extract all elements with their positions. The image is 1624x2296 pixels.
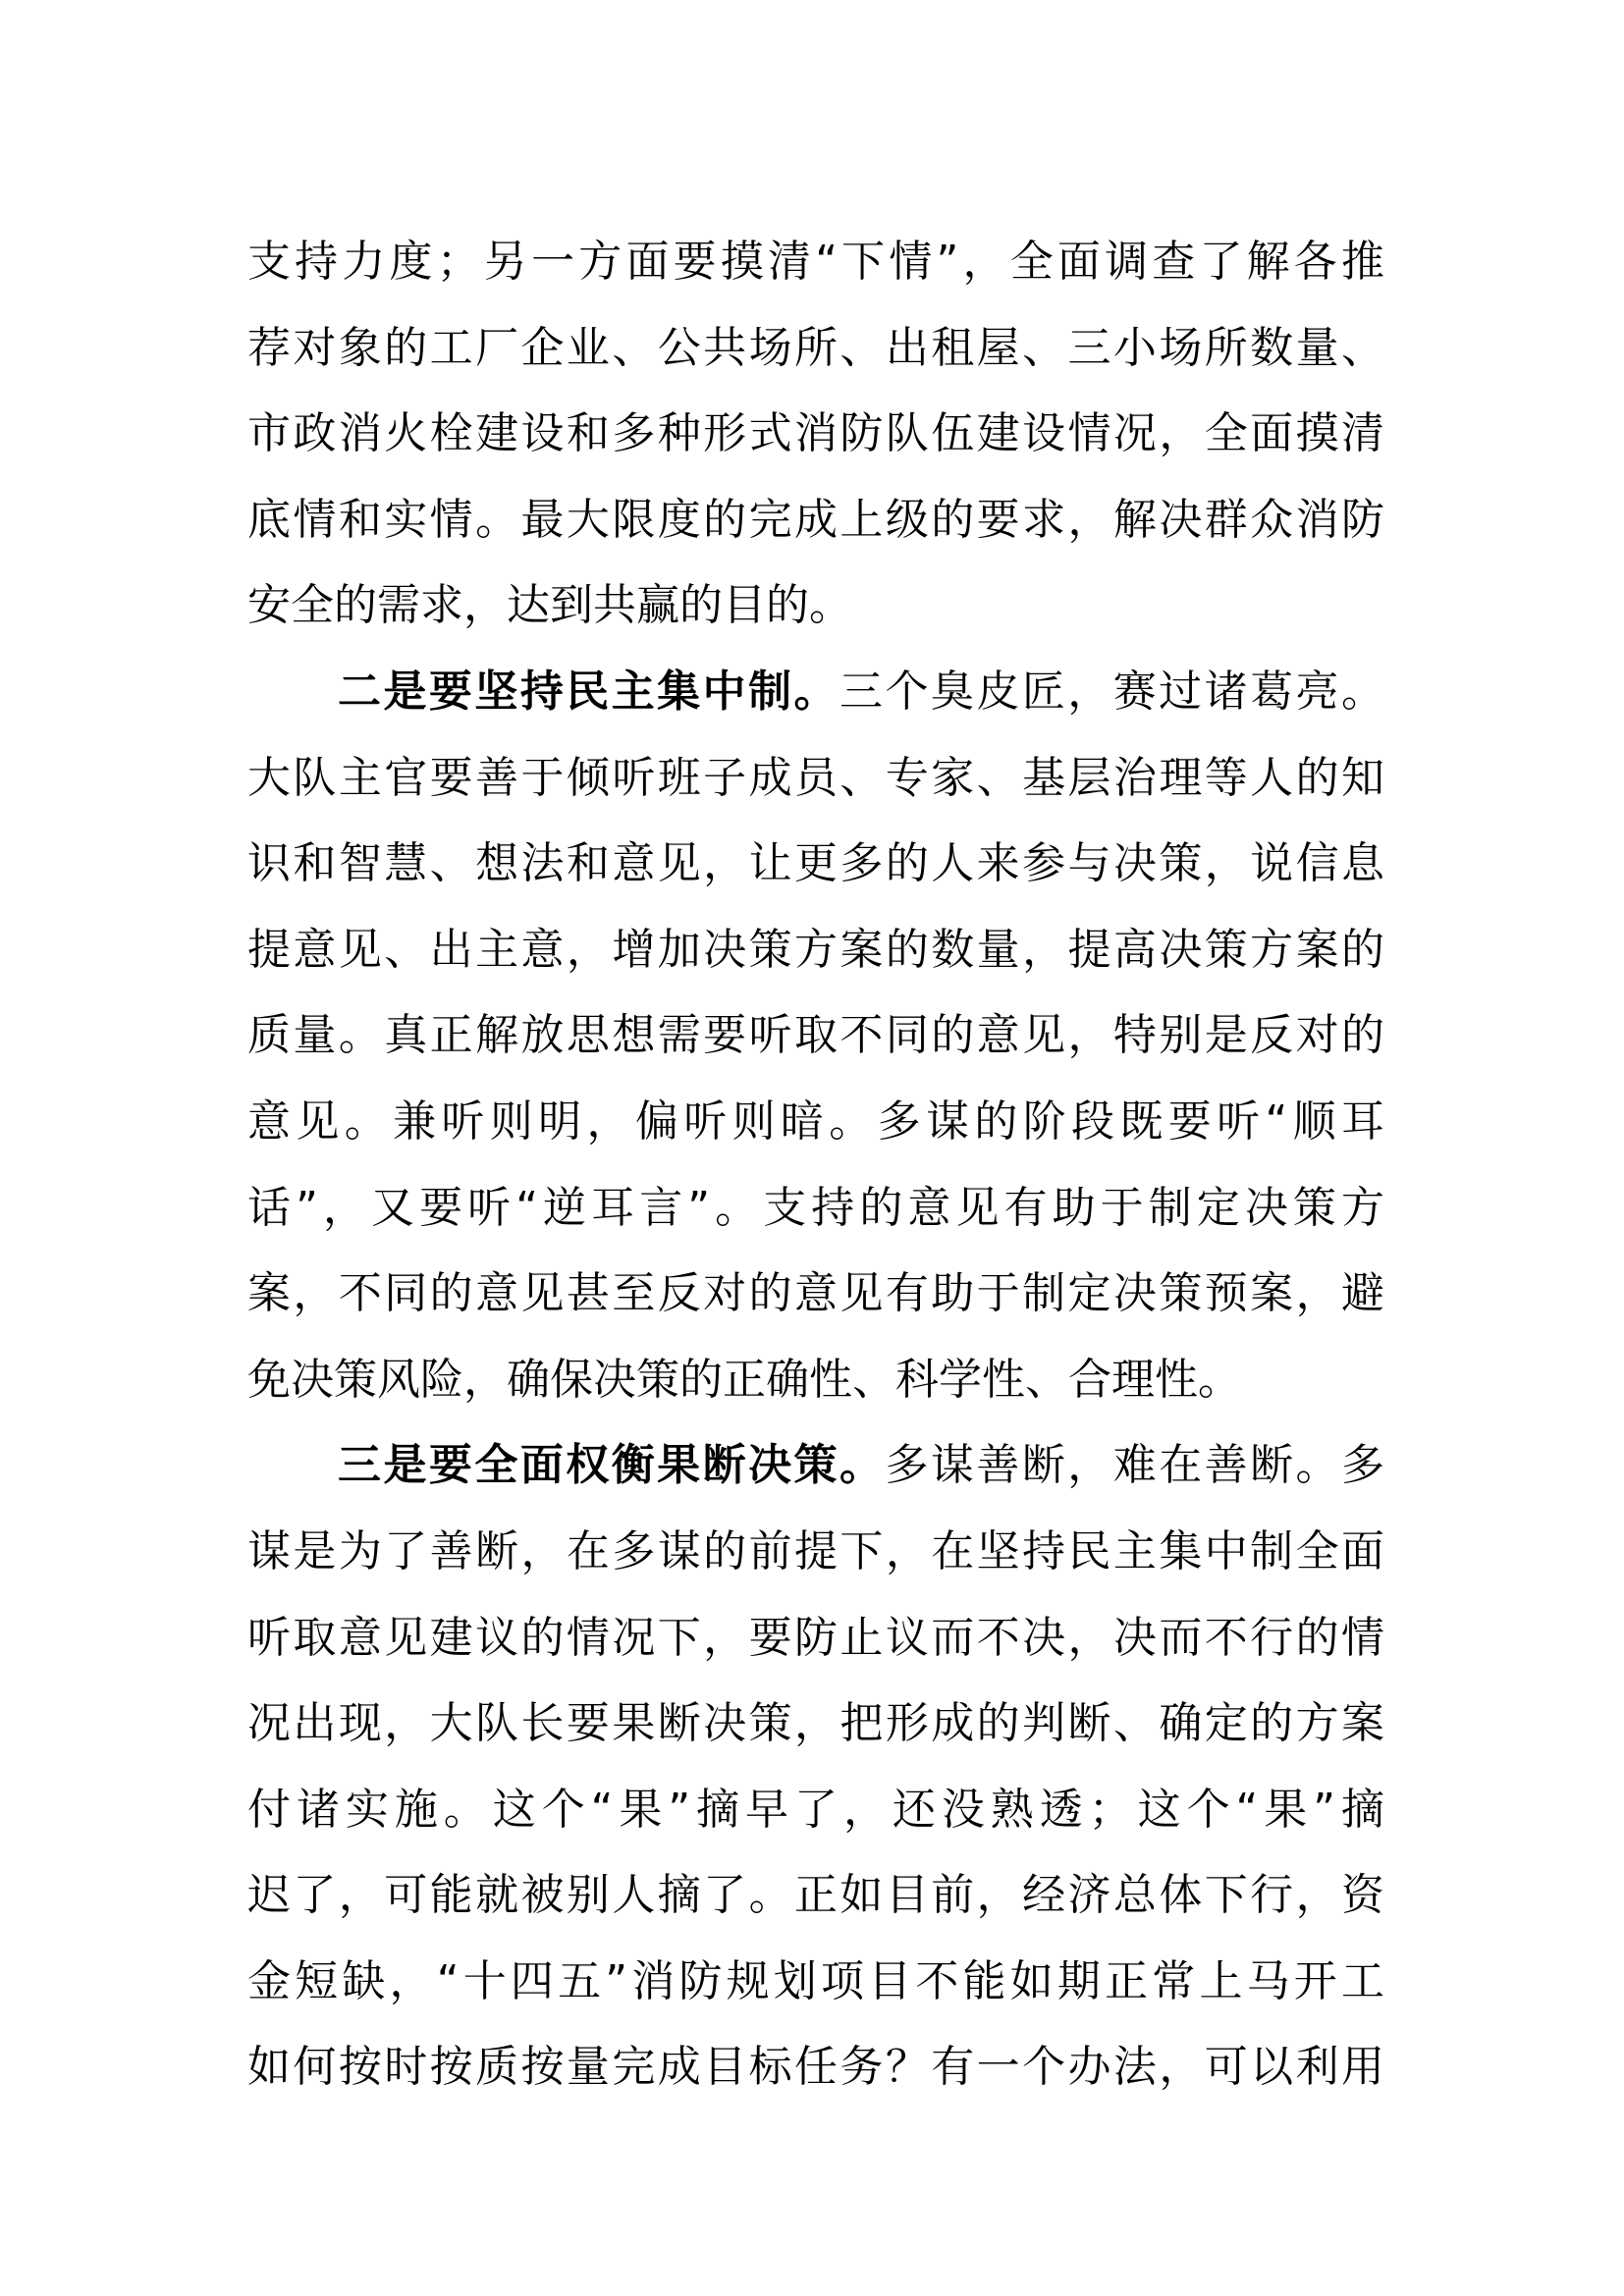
text-span: 多谋善断，难在善断。多	[885, 1440, 1385, 1491]
text-span: 三个臭皮匠，赛过诸葛亮。	[839, 666, 1384, 717]
text-line: 意见。兼听则明，偏听则暗。多谋的阶段既要听“顺耳	[247, 1095, 1384, 1147]
paragraph-1	[247, 219, 1384, 649]
text-line	[247, 649, 1384, 735]
text-line: 谋是为了善断，在多谋的前提下，在坚持民主集中制全面	[247, 1525, 1384, 1576]
text-line: 况出现，大队长要果断决策，把形成的判断、确定的方案	[247, 1698, 1384, 1749]
text-line: 提意见、出主意，增加决策方案的数量，提高决策方案的	[247, 924, 1384, 975]
text-line	[247, 1422, 1384, 1509]
text-line: 话”，又要听“逆耳言”。支持的意见有助于制定决策方	[247, 1182, 1384, 1233]
paragraph-2	[247, 649, 1384, 1422]
paragraph-3	[247, 1422, 1384, 2110]
paragraph-heading: 三是要全面权衡果断决策。	[338, 1440, 886, 1491]
text-line: 识和智慧、想法和意见，让更多的人来参与决策，说信息	[247, 838, 1384, 889]
text-line: 市政消火栓建设和多种形式消防队伍建设情况，全面摸清	[247, 408, 1384, 459]
text-line: 迟了，可能就被别人摘了。正如目前，经济总体下行，资	[247, 1870, 1384, 1921]
text-line: 荐对象的工厂企业、公共场所、出租屋、三小场所数量、	[247, 322, 1384, 373]
text-line: 大队主官要善于倾听班子成员、专家、基层治理等人的知	[247, 752, 1384, 803]
text-line: 免决策风险，确保决策的正确性、科学性、合理性。	[247, 1354, 1241, 1405]
text-line: 如何按时按质按量完成目标任务？有一个办法，可以利用	[247, 2042, 1384, 2093]
text-line: 金短缺，“十四五”消防规划项目不能如期正常上马开工	[247, 1955, 1384, 2006]
text-line: 付诸实施。这个“果”摘早了，还没熟透；这个“果”摘	[247, 1784, 1384, 1835]
text-line: 底情和实情。最大限度的完成上级的要求，解决群众消防	[247, 494, 1384, 545]
document-body	[247, 219, 1384, 2110]
text-line: 案，不同的意见甚至反对的意见有助于制定决策预案，避	[247, 1268, 1384, 1319]
text-line: 质量。真正解放思想需要听取不同的意见，特别是反对的	[247, 1010, 1384, 1061]
paragraph-heading: 二是要坚持民主集中制。	[338, 666, 839, 717]
text-line: 安全的需求，达到共赢的目的。	[247, 580, 852, 631]
text-line: 支持力度；另一方面要摸清“下情”，全面调查了解各推	[247, 237, 1384, 287]
text-line: 听取意见建议的情况下，要防止议而不决，决而不行的情	[247, 1612, 1384, 1663]
